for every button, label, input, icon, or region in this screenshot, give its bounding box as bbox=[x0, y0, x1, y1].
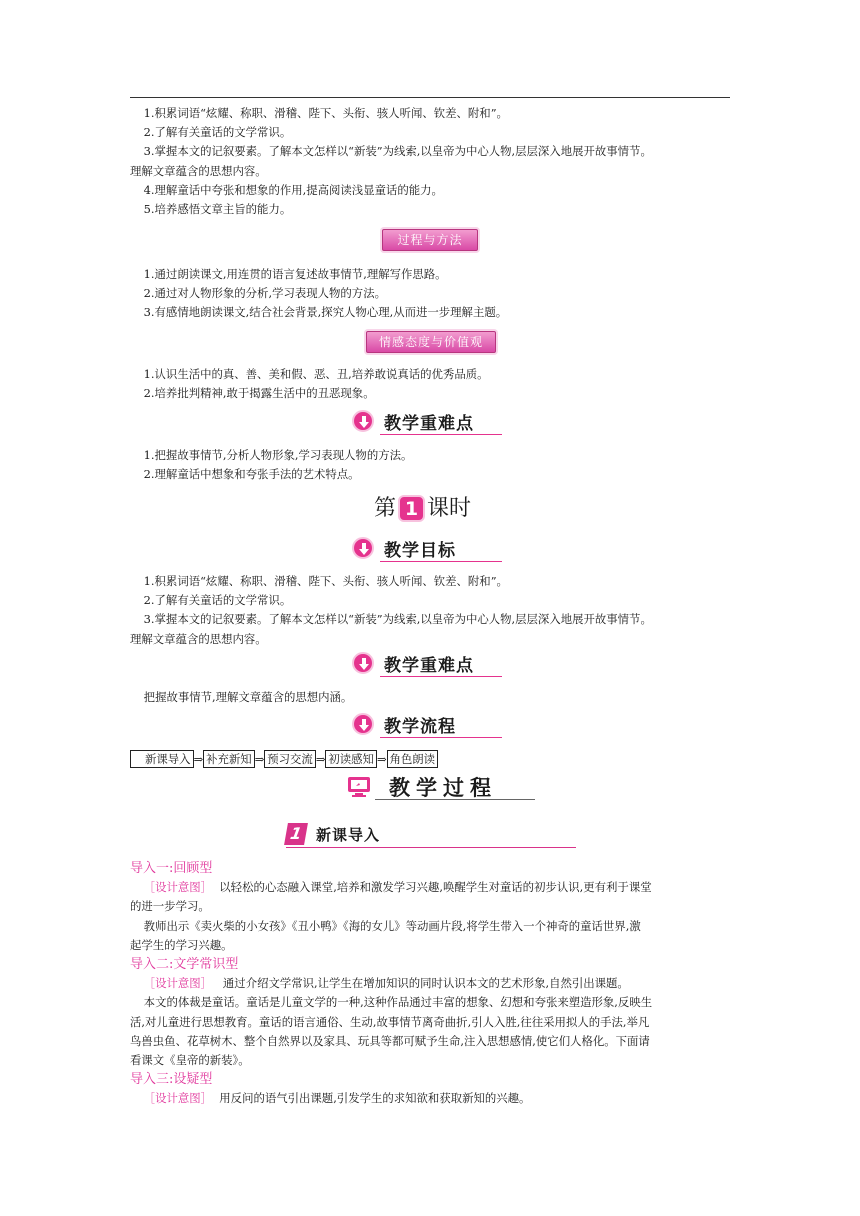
lesson-heading bbox=[374, 494, 471, 524]
goal-line: 2.了解有关童话的文学常识。 bbox=[143, 125, 292, 140]
lesson-prefix: 第 bbox=[374, 496, 397, 521]
section-rule bbox=[380, 737, 502, 738]
goal-line: 1.通过朗读课文,用连贯的语言复述故事情节,理解写作思路。 bbox=[143, 267, 447, 281]
section-head-difficulty-2 bbox=[352, 651, 504, 677]
flow-step: 预习交流 bbox=[264, 750, 316, 768]
flow-step: 补充新知 bbox=[203, 750, 255, 768]
body-line: 教师出示《卖火柴的小女孩》《丑小鸭》《海的女儿》等动画片段,将学生带入一个神奇的童话世界,激 bbox=[143, 918, 641, 933]
body-line: 本文的体裁是童话。童话是儿童文学的一种,这种作品通过丰富的想象、幻想和夸张来塑造形象,反映生 bbox=[143, 995, 653, 1010]
intent-text: 用反问的语气引出课题,引发学生的求知欲和获取新知的兴趣。 bbox=[219, 1091, 531, 1106]
flow-step: 角色朗读 bbox=[387, 750, 439, 768]
difficulty-line: 2.理解童话中想象和夸张手法的艺术特点。 bbox=[143, 467, 360, 482]
step-title: 新课导入 bbox=[316, 826, 381, 844]
section-title: 教学重难点 bbox=[384, 414, 474, 434]
down-arrow-circle-icon bbox=[352, 713, 374, 735]
intent-text: 以轻松的心态融入课堂,培养和激发学习兴趣,唤醒学生对童话的初步认识,更有利于课堂 bbox=[219, 880, 652, 895]
top-rule bbox=[130, 97, 730, 98]
section-rule bbox=[380, 676, 502, 677]
teaching-process-heading bbox=[347, 772, 537, 802]
monitor-icon bbox=[347, 776, 371, 798]
lesson-goals bbox=[130, 572, 730, 649]
intent-line bbox=[130, 1089, 730, 1108]
emotion-goals bbox=[130, 365, 730, 403]
flow-step: 初读感知 bbox=[325, 750, 377, 768]
difficulty-list bbox=[130, 446, 730, 484]
flow-arrow: ⇒ bbox=[193, 752, 204, 766]
goal-line: 2.培养批判精神,敢于揭露生活中的丑恶现象。 bbox=[143, 386, 375, 401]
goal-line: 5.培养感悟文章主旨的能力。 bbox=[143, 202, 292, 217]
body-line: 鸟兽虫鱼、花草树木、整个自然界以及家具、玩具等都可赋予生命,注入思想感情,使它们人格化。下面请 bbox=[130, 1033, 650, 1048]
difficulty-line: 把握故事情节,理解文章蕴含的思想内涵。 bbox=[143, 690, 353, 704]
goal-line: 1.认识生活中的真、善、美和假、恶、丑,培养敢说真话的优秀品质。 bbox=[143, 367, 489, 381]
goal-line: 理解文章蕴含的思想内容。 bbox=[130, 631, 267, 646]
goal-line: 3.掌握本文的记叙要素。了解本文怎样以“新装”为线索,以皇帝为中心人物,层层深入地展开故事情节。 bbox=[143, 612, 652, 627]
down-arrow-circle-icon bbox=[352, 537, 374, 559]
goal-line: 理解文章蕴含的思想内容。 bbox=[130, 163, 267, 178]
goal-line: 2.了解有关童话的文学常识。 bbox=[143, 593, 292, 608]
intent-line bbox=[130, 878, 730, 897]
step-heading bbox=[286, 823, 576, 849]
process-goals bbox=[130, 265, 730, 323]
step-rule bbox=[286, 847, 576, 848]
flow-step: 新课导入 bbox=[130, 750, 194, 768]
goal-line: 2.通过对人物形象的分析,学习表现人物的方法。 bbox=[143, 286, 386, 301]
body-line: 看课文《皇帝的新装》。 bbox=[130, 1053, 250, 1068]
goal-line: 3.掌握本文的记叙要素。了解本文怎样以“新装”为线索,以皇帝为中心人物,层层深入地展开故事情节。 bbox=[143, 144, 652, 159]
lesson-number: 1 bbox=[398, 495, 425, 522]
goal-line: 3.有感情地朗读课文,结合社会背景,探究人物心理,从而进一步理解主题。 bbox=[143, 305, 508, 320]
section-rule bbox=[380, 434, 502, 435]
body-line: 起学生的学习兴趣。 bbox=[130, 937, 233, 952]
difficulty-text bbox=[130, 688, 730, 707]
down-arrow-circle-icon bbox=[352, 410, 374, 432]
section-head-flow bbox=[352, 712, 504, 738]
intro-title: 导入三:设疑型 bbox=[130, 1072, 213, 1088]
goal-line: 4.理解童话中夸张和想象的作用,提高阅读浅显童话的能力。 bbox=[143, 182, 443, 197]
step-number-badge: 1 bbox=[284, 823, 308, 845]
intro-title: 导入二:文学常识型 bbox=[130, 957, 239, 973]
design-intent-tag: ［设计意图］ bbox=[143, 976, 213, 991]
body-line: 活,对儿童进行思想教育。童话的语言通俗、生动,故事情节离奇曲折,引人入胜,往往采用拟人的手法,举凡 bbox=[130, 1014, 650, 1029]
banner-process-method: 过程与方法 bbox=[382, 229, 478, 251]
flow-arrow: ⇒ bbox=[376, 752, 387, 766]
intent-text: 通过介绍文学常识,让学生在增加知识的同时认识本文的艺术形象,自然引出课题。 bbox=[222, 976, 629, 991]
flow-arrow: ⇒ bbox=[315, 752, 326, 766]
intro-section bbox=[130, 859, 730, 1109]
process-rule bbox=[375, 799, 535, 800]
section-head-difficulty bbox=[352, 409, 504, 435]
intro-title: 导入一:回顾型 bbox=[130, 861, 213, 876]
flow-arrow: ⇒ bbox=[254, 752, 265, 766]
teaching-flow bbox=[130, 750, 438, 768]
section-head-goals bbox=[352, 536, 504, 562]
difficulty-line: 1.把握故事情节,分析人物形象,学习表现人物的方法。 bbox=[143, 448, 413, 462]
banner-emotion-values: 情感态度与价值观 bbox=[366, 331, 496, 353]
section-title: 教学重难点 bbox=[384, 656, 474, 676]
process-title: 教学过程 bbox=[389, 775, 497, 800]
goal-line: 1.积累词语“炫耀、称职、滑稽、陛下、头衔、骇人听闻、钦差、附和”。 bbox=[143, 106, 508, 120]
lesson-suffix: 课时 bbox=[427, 496, 472, 521]
design-intent-tag: ［设计意图］ bbox=[143, 1091, 213, 1106]
knowledge-goals bbox=[130, 104, 730, 219]
down-arrow-circle-icon bbox=[352, 652, 374, 674]
section-rule bbox=[380, 561, 502, 562]
section-title: 教学目标 bbox=[384, 541, 456, 561]
intent-line bbox=[130, 974, 730, 993]
intent-line: 的进一步学习。 bbox=[130, 899, 210, 914]
design-intent-tag: ［设计意图］ bbox=[143, 880, 213, 895]
goal-line: 1.积累词语“炫耀、称职、滑稽、陛下、头衔、骇人听闻、钦差、附和”。 bbox=[143, 574, 508, 588]
section-title: 教学流程 bbox=[384, 717, 456, 737]
